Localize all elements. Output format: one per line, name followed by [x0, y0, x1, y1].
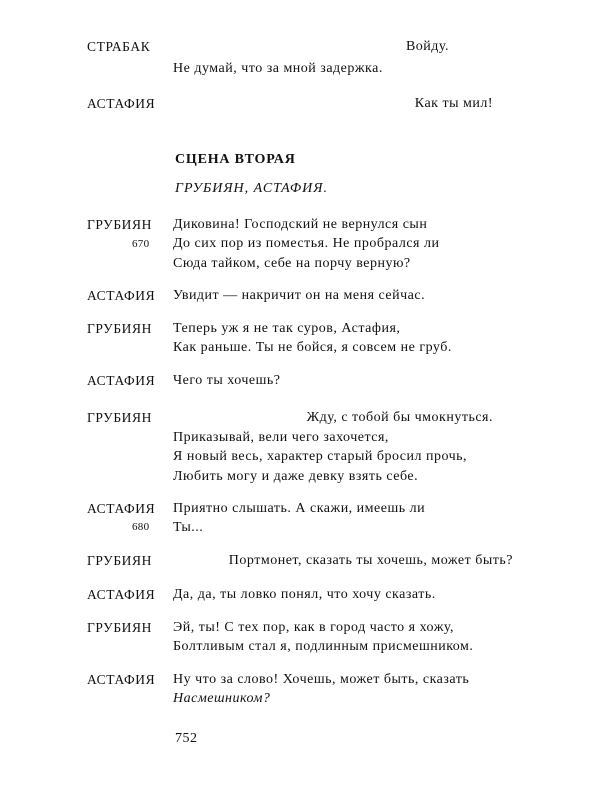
verse-line: Диковина! Господский не вернулся сын	[173, 217, 428, 232]
verse-line: Ты...	[173, 520, 204, 535]
line-number: 680	[132, 521, 150, 533]
verse-line: Ну что за слово! Хочешь, может быть, сказать	[173, 672, 470, 687]
scene-cast: ГРУБИЯН, АСТАФИЯ.	[175, 181, 328, 196]
speaker-name: АСТАФИЯ	[87, 501, 156, 516]
speaker-name: ГРУБИЯН	[87, 620, 152, 635]
scene-title: СЦЕНА ВТОРАЯ	[175, 152, 296, 167]
verse-line: Эй, ты! С тех пор, как в город часто я хожу,	[173, 620, 454, 635]
verse-line: Чего ты хочешь?	[173, 373, 281, 388]
page-number: 752	[175, 731, 198, 746]
verse-line: Не думай, что за мной задержка.	[173, 61, 383, 76]
speaker-name: СТРАБАК	[87, 39, 151, 54]
verse-line: Да, да, ты ловко понял, что хочу сказать.	[173, 587, 436, 602]
verse-line: До сих пор из поместья. Не пробрался ли	[173, 236, 440, 251]
verse-line: Как раньше. Ты не бойся, я совсем не груб.	[173, 340, 452, 355]
speaker-name: ГРУБИЯН	[87, 553, 152, 568]
speaker-name: АСТАФИЯ	[87, 587, 156, 602]
verse-line: Приятно слышать. А скажи, имеешь ли	[173, 501, 426, 516]
speaker-name: ГРУБИЯН	[87, 217, 152, 232]
verse-line: Болтливым стал я, подлинным присмешником.	[173, 639, 474, 654]
verse-line: Увидит — накричит он на меня сейчас.	[173, 288, 426, 303]
verse-line: Войду.	[405, 39, 449, 54]
verse-line: Жду, с тобой бы чмокнуться.	[306, 410, 493, 425]
verse-line: Портмонет, сказать ты хочешь, может быть?	[228, 553, 513, 568]
line-number: 670	[132, 238, 150, 250]
speaker-name: ГРУБИЯН	[87, 410, 152, 425]
verse-line: Приказывай, вели чего захочется,	[173, 430, 389, 445]
speaker-name: АСТАФИЯ	[87, 96, 156, 111]
emphasized-word: Насмешником?	[173, 691, 271, 706]
verse-line: Любить могу и даже девку взять себе.	[173, 469, 419, 484]
speaker-name: АСТАФИЯ	[87, 373, 156, 388]
speaker-name: АСТАФИЯ	[87, 288, 156, 303]
verse-line: Как ты мил!	[414, 96, 493, 111]
verse-line: Я новый весь, характер старый бросил прочь,	[173, 449, 468, 464]
verse-line: Теперь уж я не так суров, Астафия,	[173, 321, 401, 336]
speaker-name: ГРУБИЯН	[87, 321, 152, 336]
verse-line: Сюда тайком, себе на порчу верную?	[173, 256, 411, 271]
speaker-name: АСТАФИЯ	[87, 672, 156, 687]
verse-line	[173, 691, 270, 707]
